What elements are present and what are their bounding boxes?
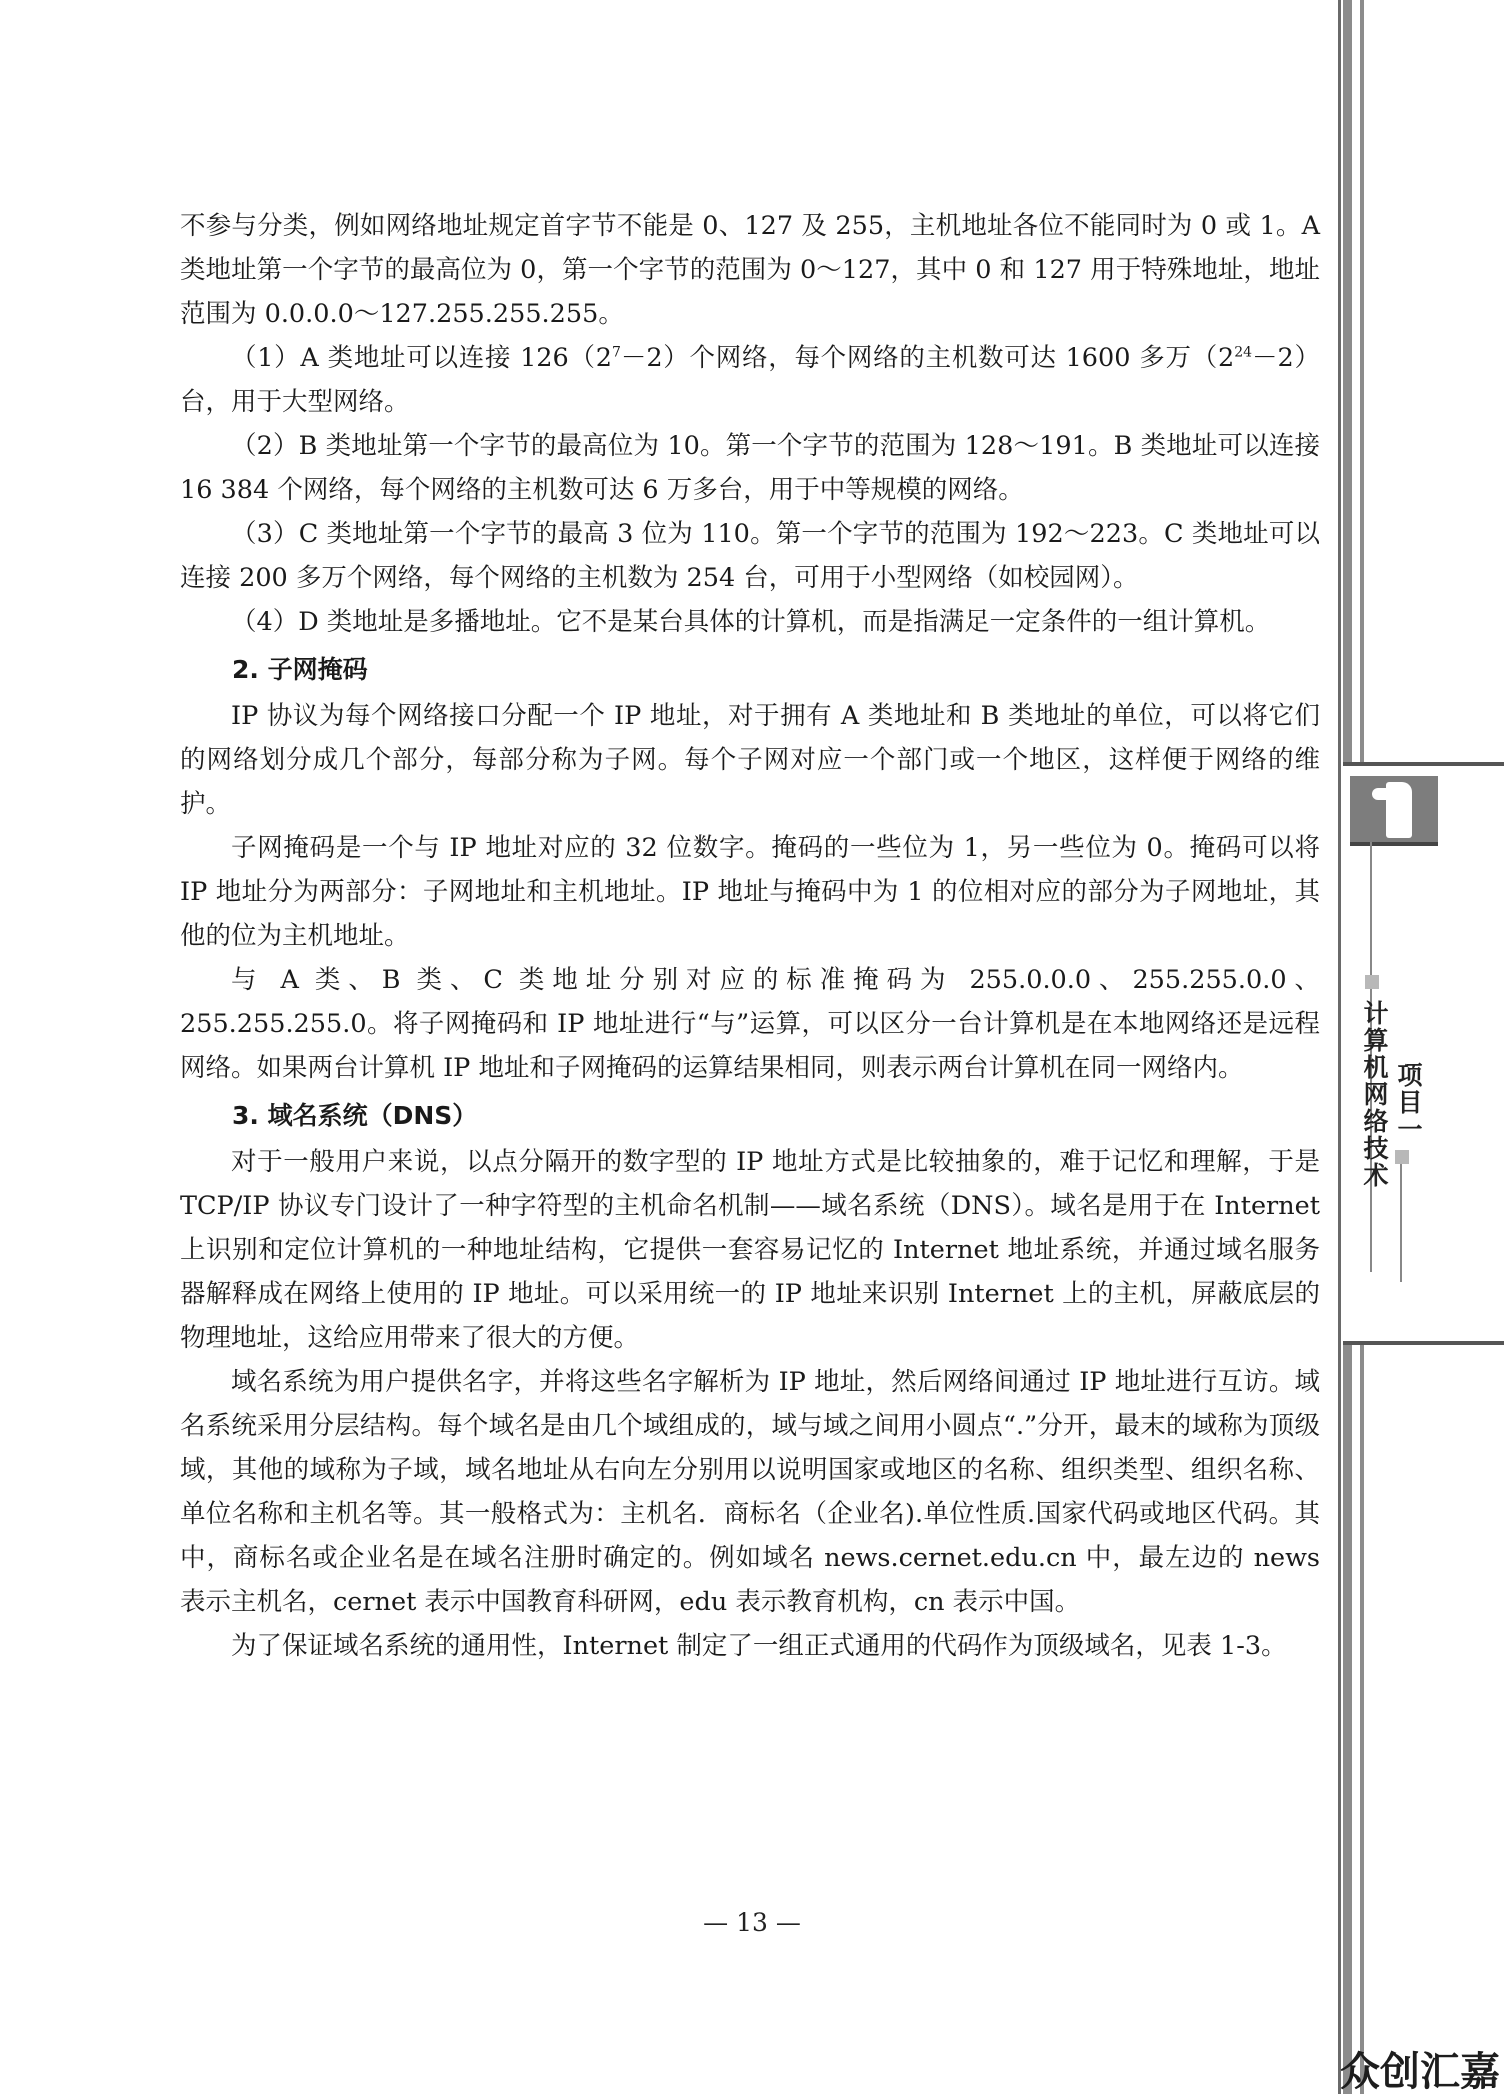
tab-marker-square: [1365, 975, 1379, 989]
project-label-vertical: 项目一: [1394, 1062, 1423, 1143]
subnet-paragraph-1: IP 协议为每个网络接口分配一个 IP 地址，对于拥有 A 类地址和 B 类地址的单位，可以将它们的网络划分成几个部分，每部分称为子网。每个子网对应一个部门或一个地区，这样便于网络的维护。: [180, 701, 1320, 819]
subnet-paragraph-2: 子网掩码是一个与 IP 地址对应的 32 位数字。掩码的一些位为 1，另一些位为 0。掩码可以将 IP 地址分为两部分：子网地址和主机地址。IP 地址与掩码中为 1 的位相对应的部分为子网地址，其他的位为主机地址。: [180, 833, 1320, 951]
main-text-column: [180, 204, 1320, 1668]
subnet-paragraph-3: 与 A 类、B 类、C 类地址分别对应的标准掩码为 255.0.0.0、255.255.0.0、255.255.255.0。将子网掩码和 IP 地址进行“与”运算，可以区分一台计算机是在本地网络还是远程网络。如果两台计算机 IP 地址和子网掩码的运算结果相同，则表示两台计算机在同一网络内。: [180, 965, 1320, 1083]
item1-exponent-2: 24: [1234, 344, 1253, 361]
strip-border-line: [1338, 0, 1341, 2094]
paragraph-continuation: 不参与分类，例如网络地址规定首字节不能是 0、127 及 255，主机地址各位不能同时为 0 或 1。A 类地址第一个字节的最高位为 0，第一个字节的范围为 0～127，其中 0 和 127 用于特殊地址，地址范围为 0.0.0.0～127.255.255.255。: [180, 211, 1320, 329]
item1-text-a: （1）A 类地址可以连接 126（2: [231, 343, 612, 373]
strip-inner-bottom-2: [1364, 1337, 1504, 2094]
strip-inner-bottom: [1352, 1337, 1360, 2094]
book-title-vertical: 计算机网络技术: [1360, 1000, 1389, 1189]
list-item-class-d: （4）D 类地址是多播地址。它不是某台具体的计算机，而是指满足一定条件的一组计算机。: [231, 607, 1271, 637]
chapter-number-glyph: [1386, 782, 1412, 838]
section-heading-dns: 3. 域名系统（DNS）: [232, 1101, 478, 1130]
section-heading-subnet-mask: 2. 子网掩码: [232, 655, 368, 684]
tab-divider-line-2: [1400, 1152, 1402, 1282]
item1-text-c: －2）台，用于大型网络。: [180, 343, 1320, 417]
tab-marker-square: [1395, 1150, 1409, 1164]
strip-inner-top: [1352, 0, 1360, 762]
list-item-class-c: （3）C 类地址第一个字节的最高 3 位为 110。第一个字节的范围为 192～223。C 类地址可以连接 200 多万个网络，每个网络的主机数为 254 台，可用于小型网络（如校园网）。: [180, 519, 1320, 593]
item1-exponent-1: 7: [611, 344, 621, 361]
watermark-logo: 众创汇嘉: [1340, 2049, 1500, 2095]
dns-paragraph-2: 域名系统为用户提供名字，并将这些名字解析为 IP 地址，然后网络间通过 IP 地址进行互访。域名系统采用分层结构。每个域名是由几个域组成的，域与域之间用小圆点“.”分开，最末的域称为顶级域，其他的域称为子域，域名地址从右向左分别用以说明国家或地区的名称、组织类型、组织名称、单位名称和主机名等。其一般格式为：主机名．商标名（企业名).单位性质.国家代码或地区代码。其中，商标名或企业名是在域名注册时确定的。例如域名 news.cernet.edu.cn 中，最左边的 news 表示主机名，cernet 表示中国教育科研网，edu 表示教育机构，cn 表示中国。: [180, 1367, 1320, 1617]
dns-paragraph-3: 为了保证域名系统的通用性，Internet 制定了一组正式通用的代码作为顶级域名，见表 1-3。: [231, 1631, 1287, 1661]
dns-paragraph-1: 对于一般用户来说，以点分隔开的数字型的 IP 地址方式是比较抽象的，难于记忆和理解，于是 TCP/IP 协议专门设计了一种字符型的主机命名机制——域名系统（DNS）。域名是用于在 Internet 上识别和定位计算机的一种地址结构，它提供一套容易记忆的 Internet 地址系统，并通过域名服务器解释成在网络上使用的 IP 地址。可以采用统一的 IP 地址来识别 Internet 上的主机，屏蔽底层的物理地址，这给应用带来了很大的方便。: [180, 1147, 1320, 1353]
list-item-class-b: （2）B 类地址第一个字节的最高位为 10。第一个字节的范围为 128～191。B 类地址可以连接 16 384 个网络，每个网络的主机数可达 6 万多台，用于中等规模的网络。: [180, 431, 1320, 505]
strip-inner-top-2: [1364, 0, 1504, 762]
list-item-class-a: [180, 336, 1320, 424]
item1-text-b: －2）个网络，每个网络的主机数可达 1600 多万（2: [620, 343, 1235, 373]
page-number: — 13 —: [703, 1908, 801, 1937]
chapter-number-block: [1350, 776, 1438, 846]
